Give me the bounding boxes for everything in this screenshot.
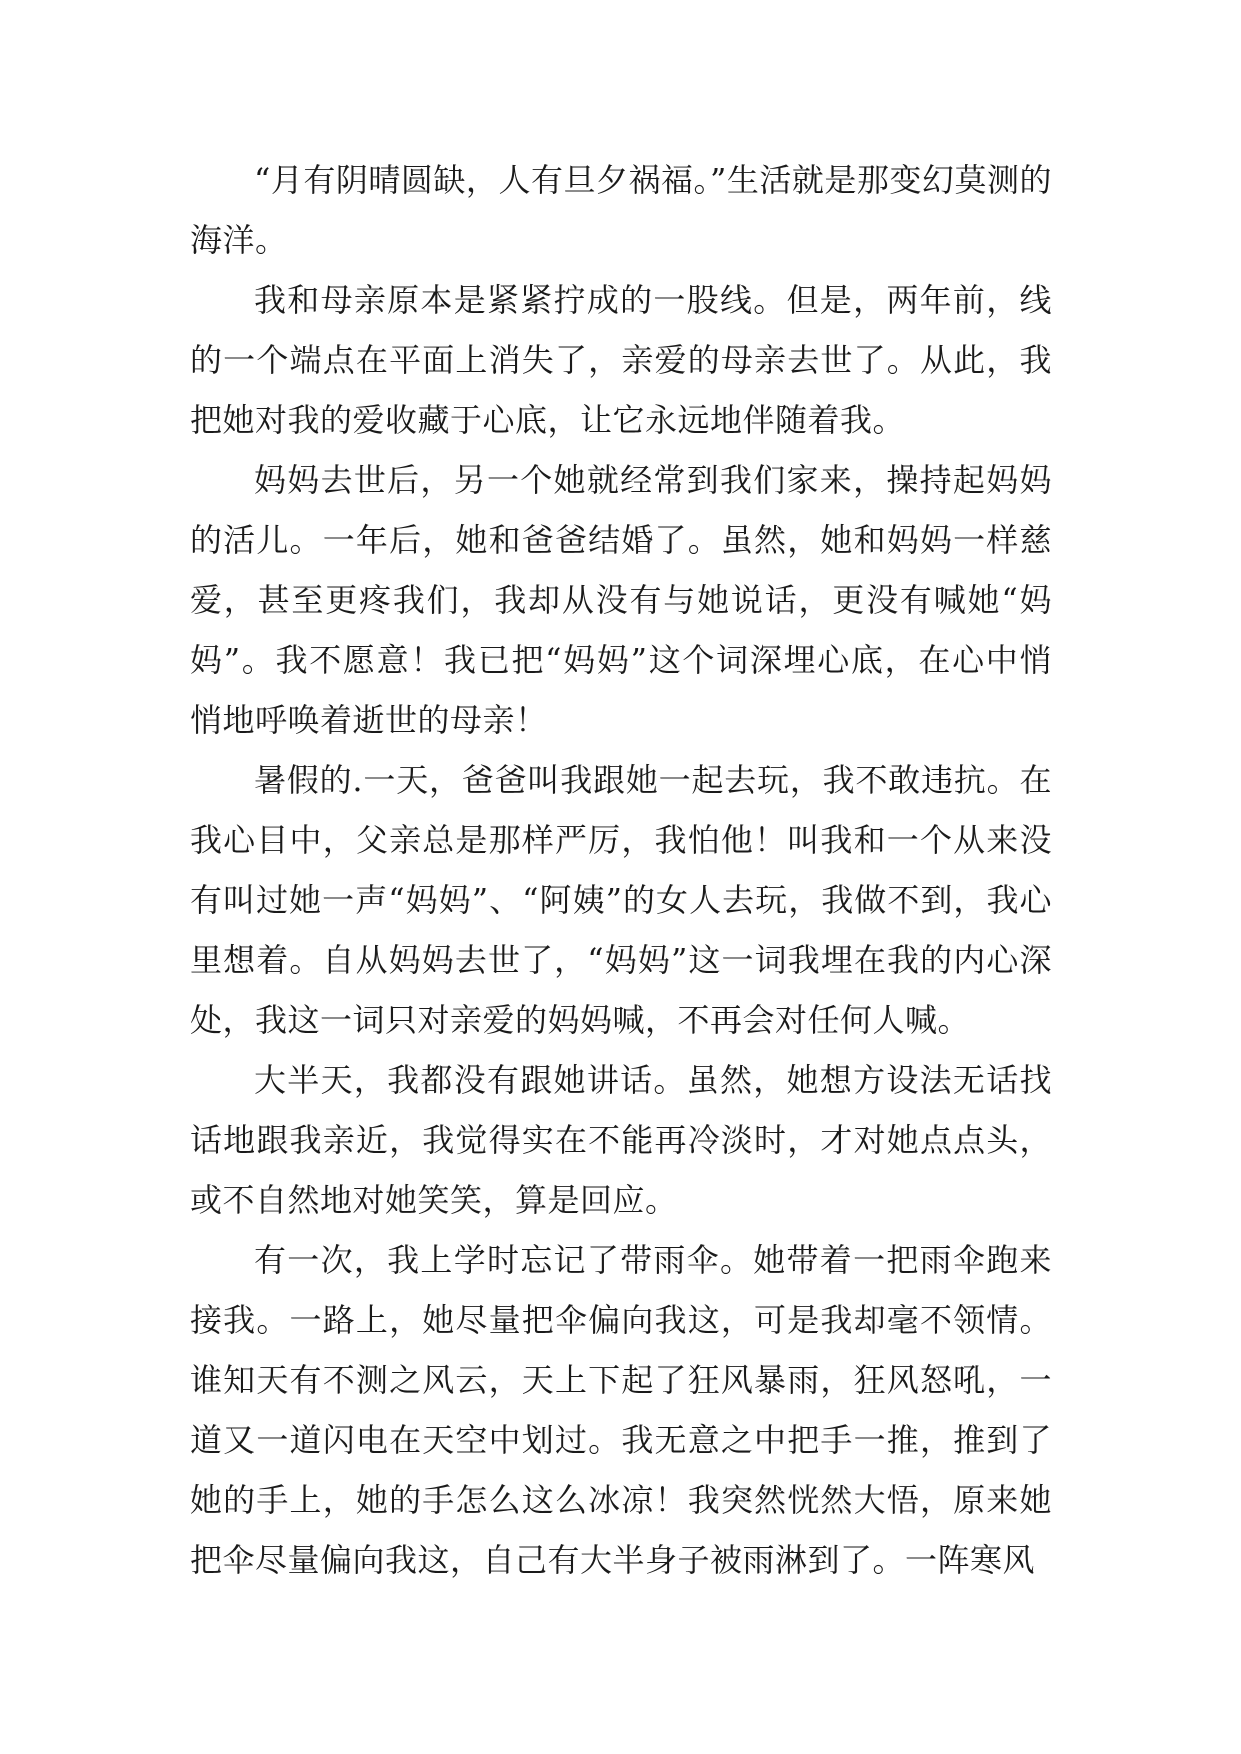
document-body	[190, 150, 1052, 1590]
paragraph-1: “月有阴晴圆缺，人有旦夕祸福。”生活就是那变幻莫测的海洋。	[190, 161, 1052, 259]
paragraph-5: 大半天，我都没有跟她讲话。虽然，她想方设法无话找话地跟我亲近，我觉得实在不能再冷淡时，才对她点点头，或不自然地对她笑笑，算是回应。	[190, 1061, 1052, 1219]
paragraph-4: 暑假的.一天，爸爸叫我跟她一起去玩，我不敢违抗。在我心目中，父亲总是那样严厉，我怕他！叫我和一个从来没有叫过她一声“妈妈”、“阿姨”的女人去玩，我做不到，我心里想着。自从妈妈去世了，“妈妈”这一词我埋在我的内心深处，我这一词只对亲爱的妈妈喊，不再会对任何人喊。	[190, 761, 1052, 1039]
paragraph-2: 我和母亲原本是紧紧拧成的一股线。但是，两年前，线的一个端点在平面上消失了，亲爱的母亲去世了。从此，我把她对我的爱收藏于心底，让它永远地伴随着我。	[190, 281, 1052, 439]
paragraph-3: 妈妈去世后，另一个她就经常到我们家来，操持起妈妈的活儿。一年后，她和爸爸结婚了。虽然，她和妈妈一样慈爱，甚至更疼我们，我却从没有与她说话，更没有喊她“妈妈”。我不愿意！我已把“妈妈”这个词深埋心底，在心中悄悄地呼唤着逝世的母亲！	[190, 461, 1052, 739]
paragraph-6: 有一次，我上学时忘记了带雨伞。她带着一把雨伞跑来接我。一路上，她尽量把伞偏向我这，可是我却毫不领情。谁知天有不测之风云，天上下起了狂风暴雨，狂风怒吼，一道又一道闪电在天空中划过。我无意之中把手一推，推到了她的手上，她的手怎么这么冰凉！我突然恍然大悟，原来她把伞尽量偏向我这，自己有大半身子被雨淋到了。一阵寒风	[190, 1241, 1052, 1579]
